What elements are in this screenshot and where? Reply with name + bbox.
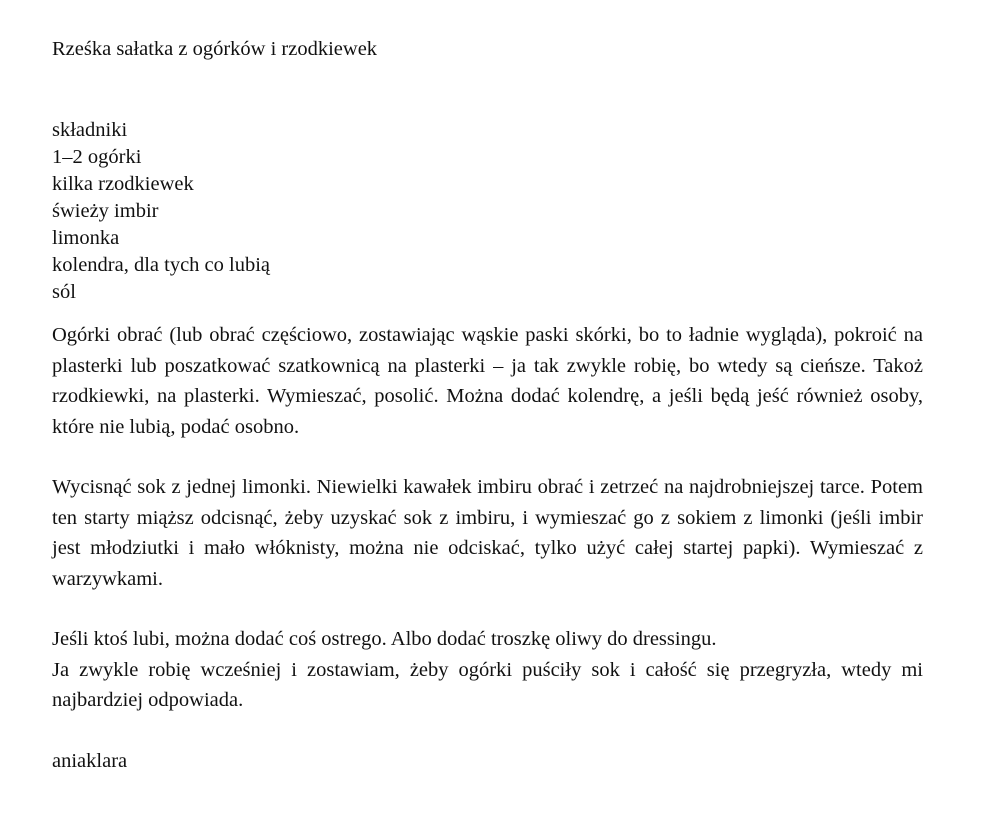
ingredients-heading: składniki — [52, 119, 128, 141]
instruction-paragraph: Ja zwykle robię wcześniej i zostawiam, żeby ogórki puściły sok i całość się przegryzła, wtedy mi najbardziej odpowiada. — [52, 658, 923, 711]
ingredient-item: 1–2 ogórki — [52, 146, 142, 168]
ingredient-item: sól — [52, 281, 76, 303]
document-page — [52, 36, 923, 776]
author-signature: aniaklara — [52, 749, 128, 772]
instruction-paragraph: Wycisnąć sok z jednej limonki. Niewielki kawałek imbiru obrać i zetrzeć na najdrobniejszej tarce. Potem ten starty miąższ odcisnąć, żeby uzyskać sok z imbiru, i wymieszać go z sokiem z limonki (jeśli imbir jest młodziutki i mało włóknisty, można nie odciskać, tylko użyć całej startej papki). Wymieszać z warzywkami. — [52, 476, 923, 590]
ingredient-item: limonka — [52, 227, 120, 249]
instruction-paragraph: Jeśli ktoś lubi, można dodać coś ostrego. Albo dodać troszkę oliwy do dressingu. — [52, 628, 717, 650]
ingredient-item: kilka rzodkiewek — [52, 173, 194, 195]
ingredients-list — [52, 117, 923, 306]
ingredient-item: świeży imbir — [52, 200, 159, 222]
ingredient-item: kolendra, dla tych co lubią — [52, 254, 271, 276]
recipe-title: Rześka sałatka z ogórków i rzodkiewek — [52, 38, 378, 60]
instruction-paragraph: Ogórki obrać (lub obrać częściowo, zostawiając wąskie paski skórki, bo to ładnie wygląda), pokroić na plasterki lub poszatkować szatkownicą na plasterki – ja tak zwykle robię, bo wtedy są cieńsze. Takoż rzodkiewki, na plasterki. Wymieszać, posolić. Można dodać kolendrę, a jeśli będą jeść również osoby, które nie lubią, podać osobno. — [52, 324, 923, 438]
